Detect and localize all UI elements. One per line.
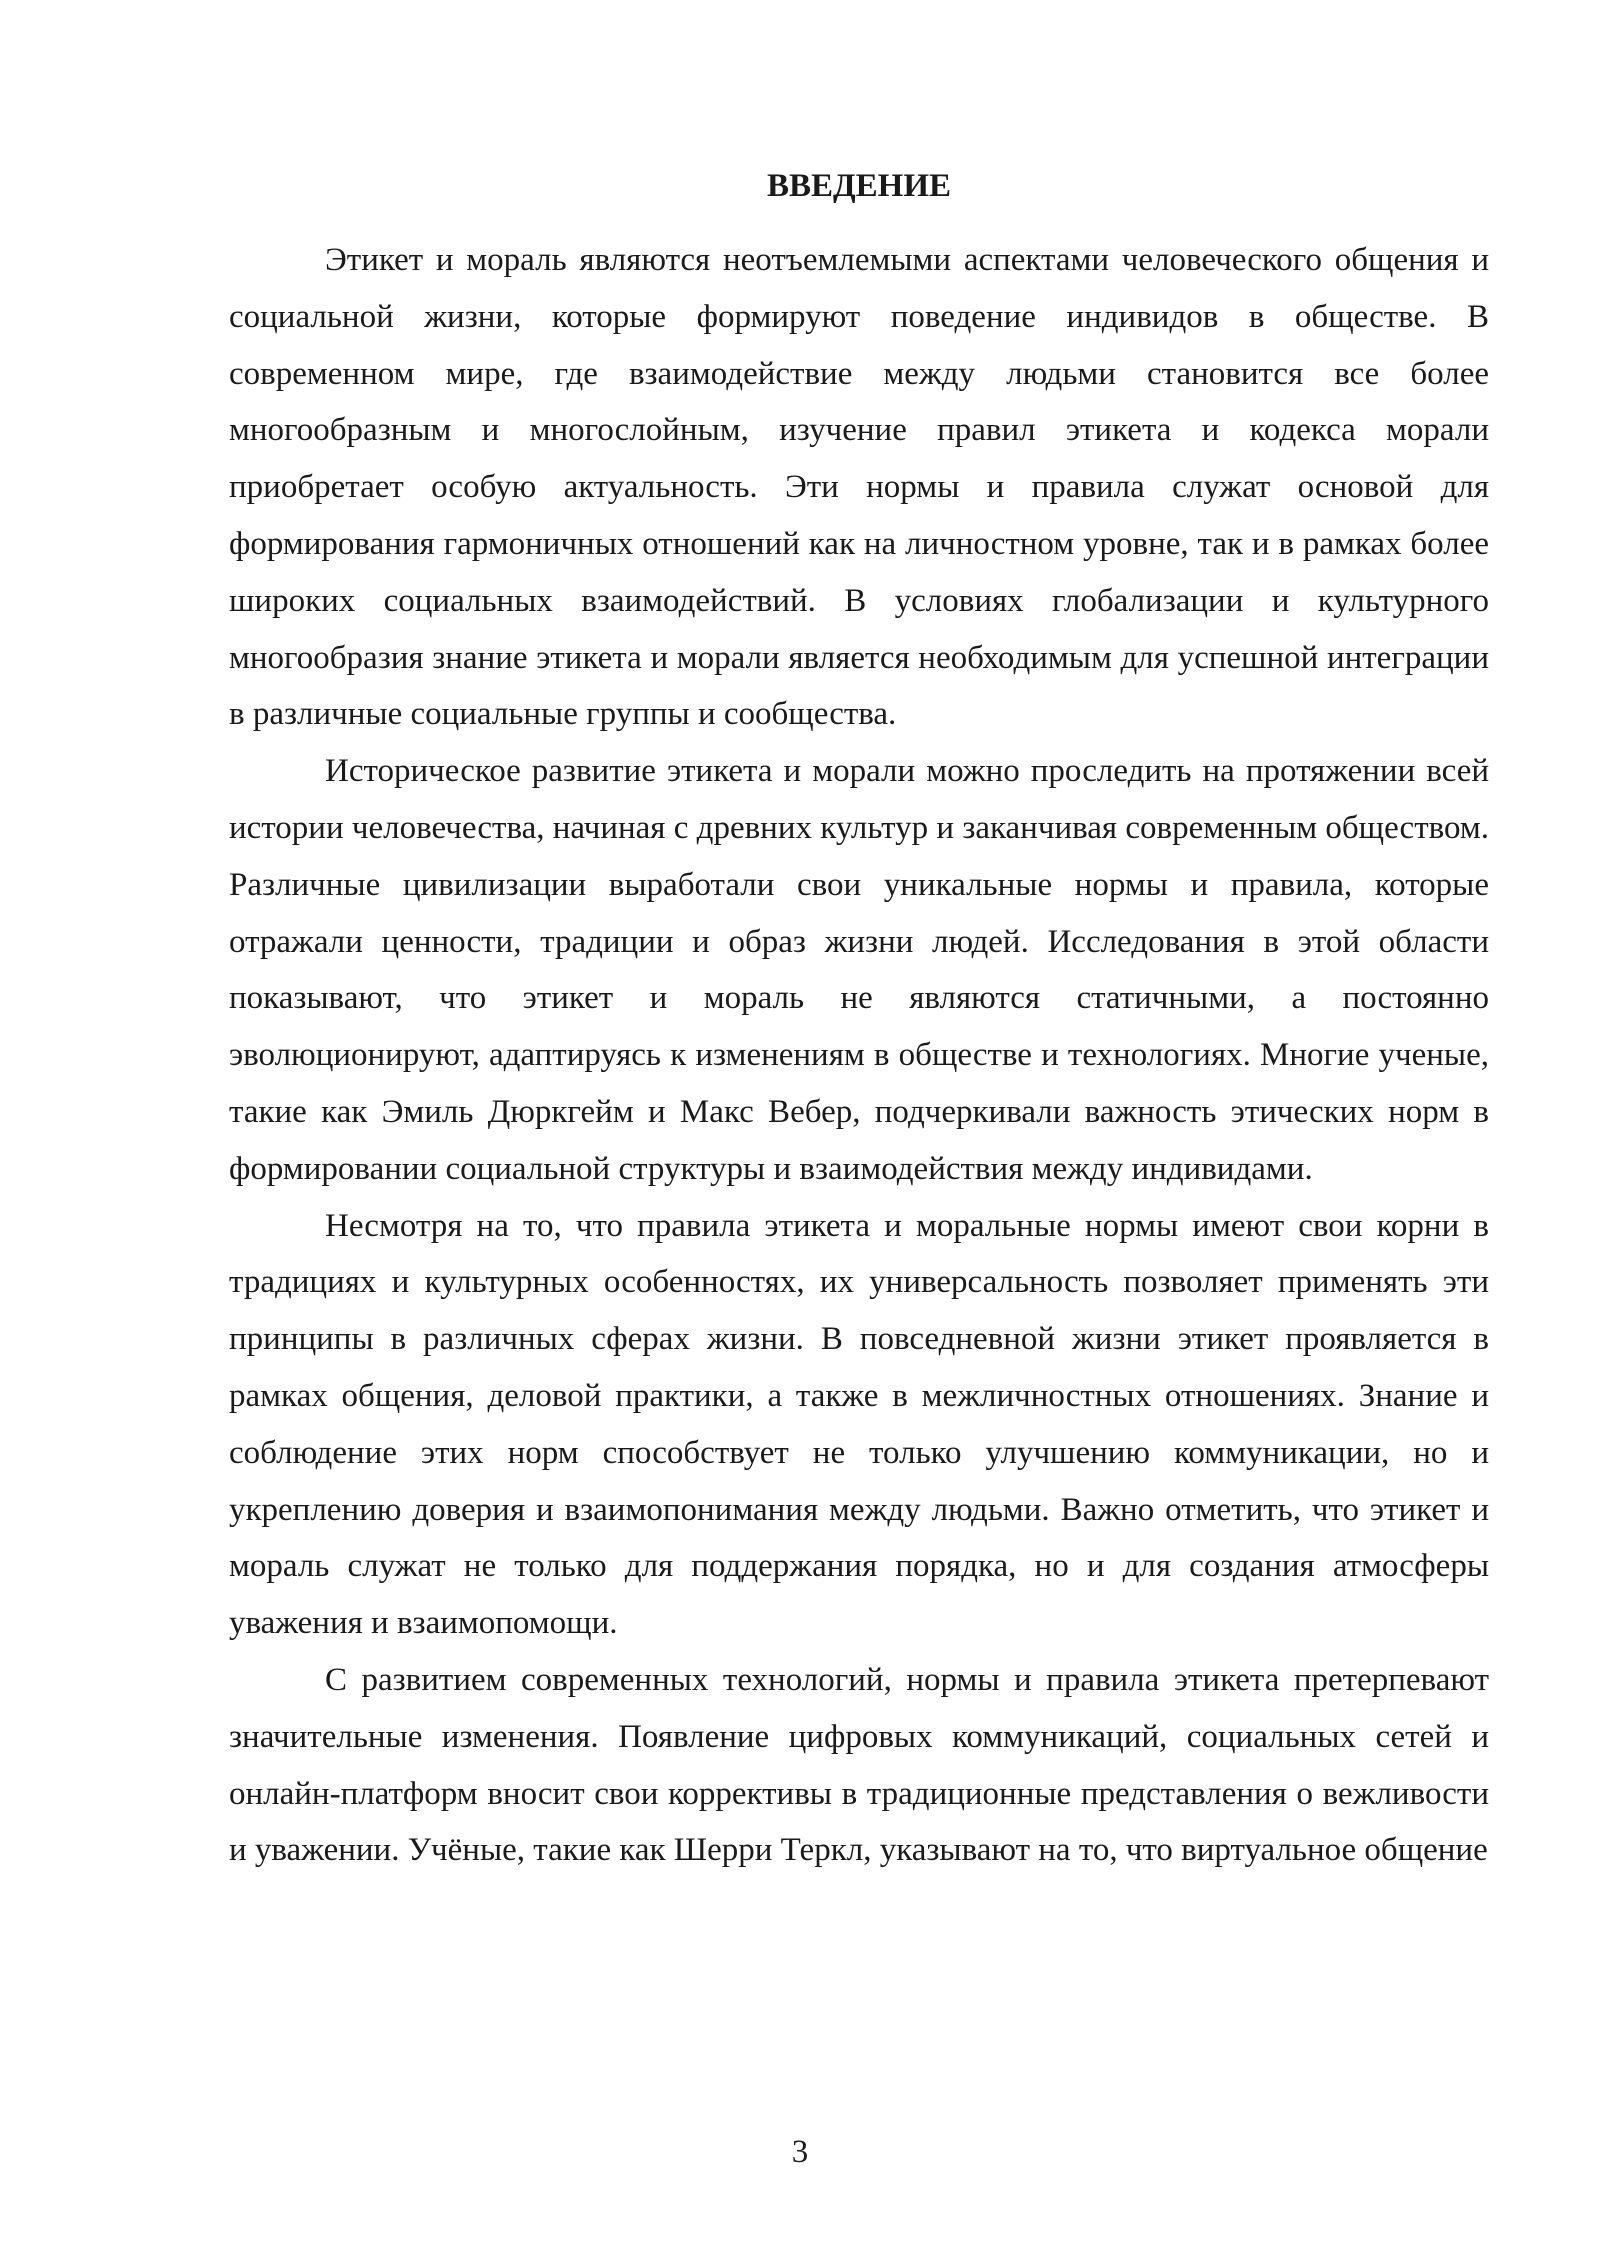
section-heading: ВВЕДЕНИЕ	[766, 168, 952, 204]
paragraph-1: Этикет и мораль являются неотъемлемыми аспектами человеческого общения и социальной жизни, которые формируют поведение индивидов в обществе. В современном мире, где взаимодействие между людьми становится все более многообразным и многослойным, изучение правил этикета и кодекса морали приобретает особую актуальность. Эти нормы и правила служат основой для формирования гармоничных отношений как на личностном уровне, так и в рамках более широких социальных взаимодействий. В условиях глобализации и культурного многообразия знание этикета и морали является необходимым для успешной интеграции в различные социальные группы и сообщества.	[229, 242, 1489, 733]
paragraph-2: Историческое развитие этикета и морали можно проследить на протяжении всей истории человечества, начиная с древних культур и заканчивая современным обществом. Различные цивилизации выработали свои уникальные нормы и правила, которые отражали ценности, традиции и образ жизни людей. Исследования в этой области показывают, что этикет и мораль не являются статичными, а постоянно эволюционируют, адаптируясь к изменениям в обществе и технологиях. Многие ученые, такие как Эмиль Дюркгейм и Макс Вебер, подчеркивали важность этических норм в формировании социальной структуры и взаимодействия между индивидами.	[229, 753, 1489, 1187]
paragraph-4: С развитием современных технологий, нормы и правила этикета претерпевают значительные изменения. Появление цифровых коммуникаций, социальных сетей и онлайн-платформ вносит свои коррективы в традиционные представления о вежливости и уважении. Учёные, такие как Шерри Теркл, указывают на то, что виртуальное общение	[229, 1661, 1489, 1869]
page-body	[229, 152, 1489, 1879]
page-number: 3	[791, 2134, 809, 2170]
paragraph-3: Несмотря на то, что правила этикета и моральные нормы имеют свои корни в традициях и культурных особенностях, их универсальность позволяет применять эти принципы в различных сферах жизни. В повседневной жизни этикет проявляется в рамках общения, деловой практики, а также в межличностных отношениях. Знание и соблюдение этих норм способствует не только улучшению коммуникации, но и укреплению доверия и взаимопонимания между людьми. Важно отметить, что этикет и мораль служат не только для поддержания порядка, но и для создания атмосферы уважения и взаимопомощи.	[229, 1207, 1489, 1642]
